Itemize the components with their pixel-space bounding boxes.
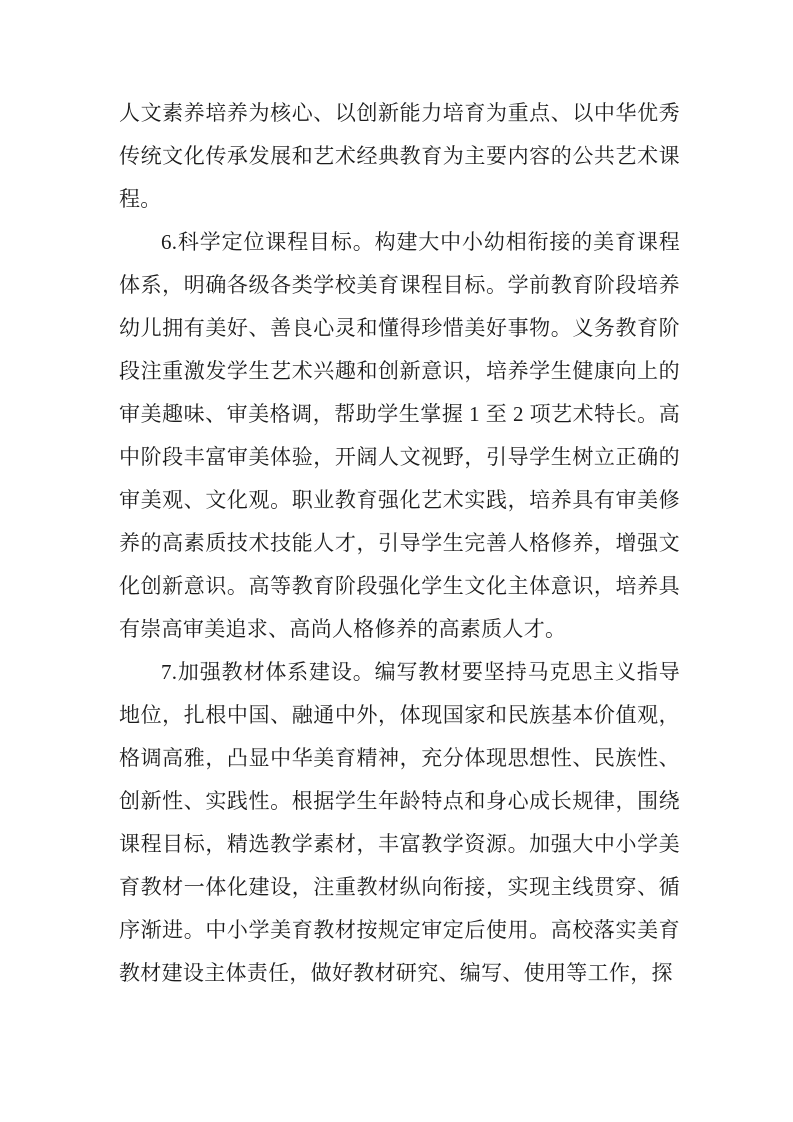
paragraph-item-7: 7.加强教材体系建设。编写教材要坚持马克思主义指导地位，扎根中国、融通中外，体现国家和民族基本价值观，格调高雅，凸显中华美育精神，充分体现思想性、民族性、创新性、实践性。根据学生年龄特点和身心成长规律，围绕课程目标，精选教学素材，丰富教学资源。加强大中小学美育教材一体化建设，注重教材纵向衔接，实现主线贯穿、循序渐进。中小学美育教材按规定审定后使用。高校落实美育教材建设主体责任，做好教材研究、编写、使用等工作，探 — [119, 660, 680, 985]
document-text-body — [119, 92, 680, 995]
paragraph-continuation: 人文素养培养为核心、以创新能力培育为重点、以中华优秀传统文化传承发展和艺术经典教育为主要内容的公共艺术课程。 — [119, 101, 680, 211]
paragraph-item-6: 6.科学定位课程目标。构建大中小幼相衔接的美育课程体系，明确各级各类学校美育课程目标。学前教育阶段培养幼儿拥有美好、善良心灵和懂得珍惜美好事物。义务教育阶段注重激发学生艺术兴趣和创新意识，培养学生健康向上的审美趣味、审美格调，帮助学生掌握 1 至 2 项艺术特长。高中阶段丰富审美体验，开阔人文视野，引导学生树立正确的审美观、文化观。职业教育强化艺术实践，培养具有审美修养的高素质技术技能人才，引导学生完善人格修养，增强文化创新意识。高等教育阶段强化学生文化主体意识，培养具有崇高审美追求、高尚人格修养的高素质人才。 — [119, 230, 680, 641]
